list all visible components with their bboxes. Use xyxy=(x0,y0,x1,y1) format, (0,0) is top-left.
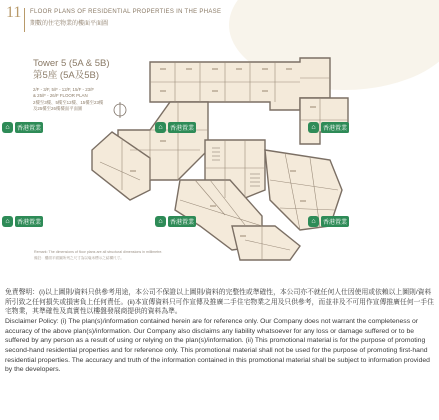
header-title-zh: 期數的住宅物業的樓面平面圖 xyxy=(30,21,109,27)
header-divider xyxy=(24,8,25,32)
header-title-en: FLOOR PLANS OF RESIDENTIAL PROPERTIES IN THE PHASE xyxy=(30,9,222,15)
floor-plan-image xyxy=(0,40,439,270)
watermark-logo xyxy=(2,120,44,135)
watermark-logo xyxy=(2,214,44,229)
house-icon: ⌂ xyxy=(155,122,166,133)
remark-zh: 備註：樓面平面圖所列之尺寸為以毫米標示之結構尺寸。 xyxy=(34,256,124,260)
floor-line: 及25樓至26樓樓面平面圖 xyxy=(33,106,83,112)
north-arrow-icon xyxy=(114,102,126,118)
watermark-text: 香港置業 xyxy=(168,122,196,133)
floor-line: 2/F - 3/F, 5/F - 12/F, 15/F - 23/F xyxy=(33,87,94,92)
page-number: 11 xyxy=(6,4,22,21)
disclaimer-en: Disclaimer Policy: (i) The plan(s)/information contained herein are for reference only. Our Company does not warrant the completeness or accuracy of the above plan(s)/information. Our Company also disclaims any liability whatsoever for any loss or damage suffered or to be suffered by any person as a result of using or relying on the plan(s)/information. (ii) This promotional material is for the purpose of promoting second-hand residential properties and for reference only. This promotional material shall not be used for the purpose of promoting first-hand residential properties. The accuracy and truth of the information contained in this promotional material shall be subject to information provided by the developers. xyxy=(5,318,430,374)
watermark-logo xyxy=(155,214,197,229)
watermark-text: 香港置業 xyxy=(321,122,349,133)
watermark-logo xyxy=(308,214,350,229)
tower-title-zh: 第5座 (5A及5B) xyxy=(33,70,99,81)
watermark-text: 香港置業 xyxy=(15,216,43,227)
floor-line: & 25/F - 26/F FLOOR PLAN xyxy=(33,93,88,99)
tower-title-en: Tower 5 (5A & 5B) xyxy=(33,58,110,69)
page-header xyxy=(0,0,439,44)
disclaimer-zh: 免責聲明：(i)以上圖則/資料只供參考用途，本公司不保證以上圖則/資料的完整性或準確性，本公司亦不就任何人仕因使用或依賴以上圖則/資料所引致之任何損失或損害負上任何責任。(ii)本宣傳資料只可作宣傳及推廣二手住宅物業之用及只供參考，而並非及不可用作宣傳推廣任何一手住宅物業，其準確性及真實性以樓盤發展商提供的資料為準。 xyxy=(5,289,434,316)
watermark-logo xyxy=(155,120,197,135)
house-icon: ⌂ xyxy=(155,216,166,227)
house-icon: ⌂ xyxy=(308,216,319,227)
watermark-text: 香港置業 xyxy=(321,216,349,227)
watermark-text: 香港置業 xyxy=(15,122,43,133)
house-icon: ⌂ xyxy=(2,122,13,133)
remark-en: Remark: The dimensions of floor plans are all structural dimensions in millimetre. xyxy=(34,250,163,254)
disclaimer xyxy=(5,288,437,375)
house-icon: ⌂ xyxy=(2,216,13,227)
house-icon: ⌂ xyxy=(308,122,319,133)
watermark-text: 香港置業 xyxy=(168,216,196,227)
watermark-logo xyxy=(308,120,350,135)
floor-line: 2樓至3樓、5樓至12樓、15樓至23樓 xyxy=(33,99,104,105)
